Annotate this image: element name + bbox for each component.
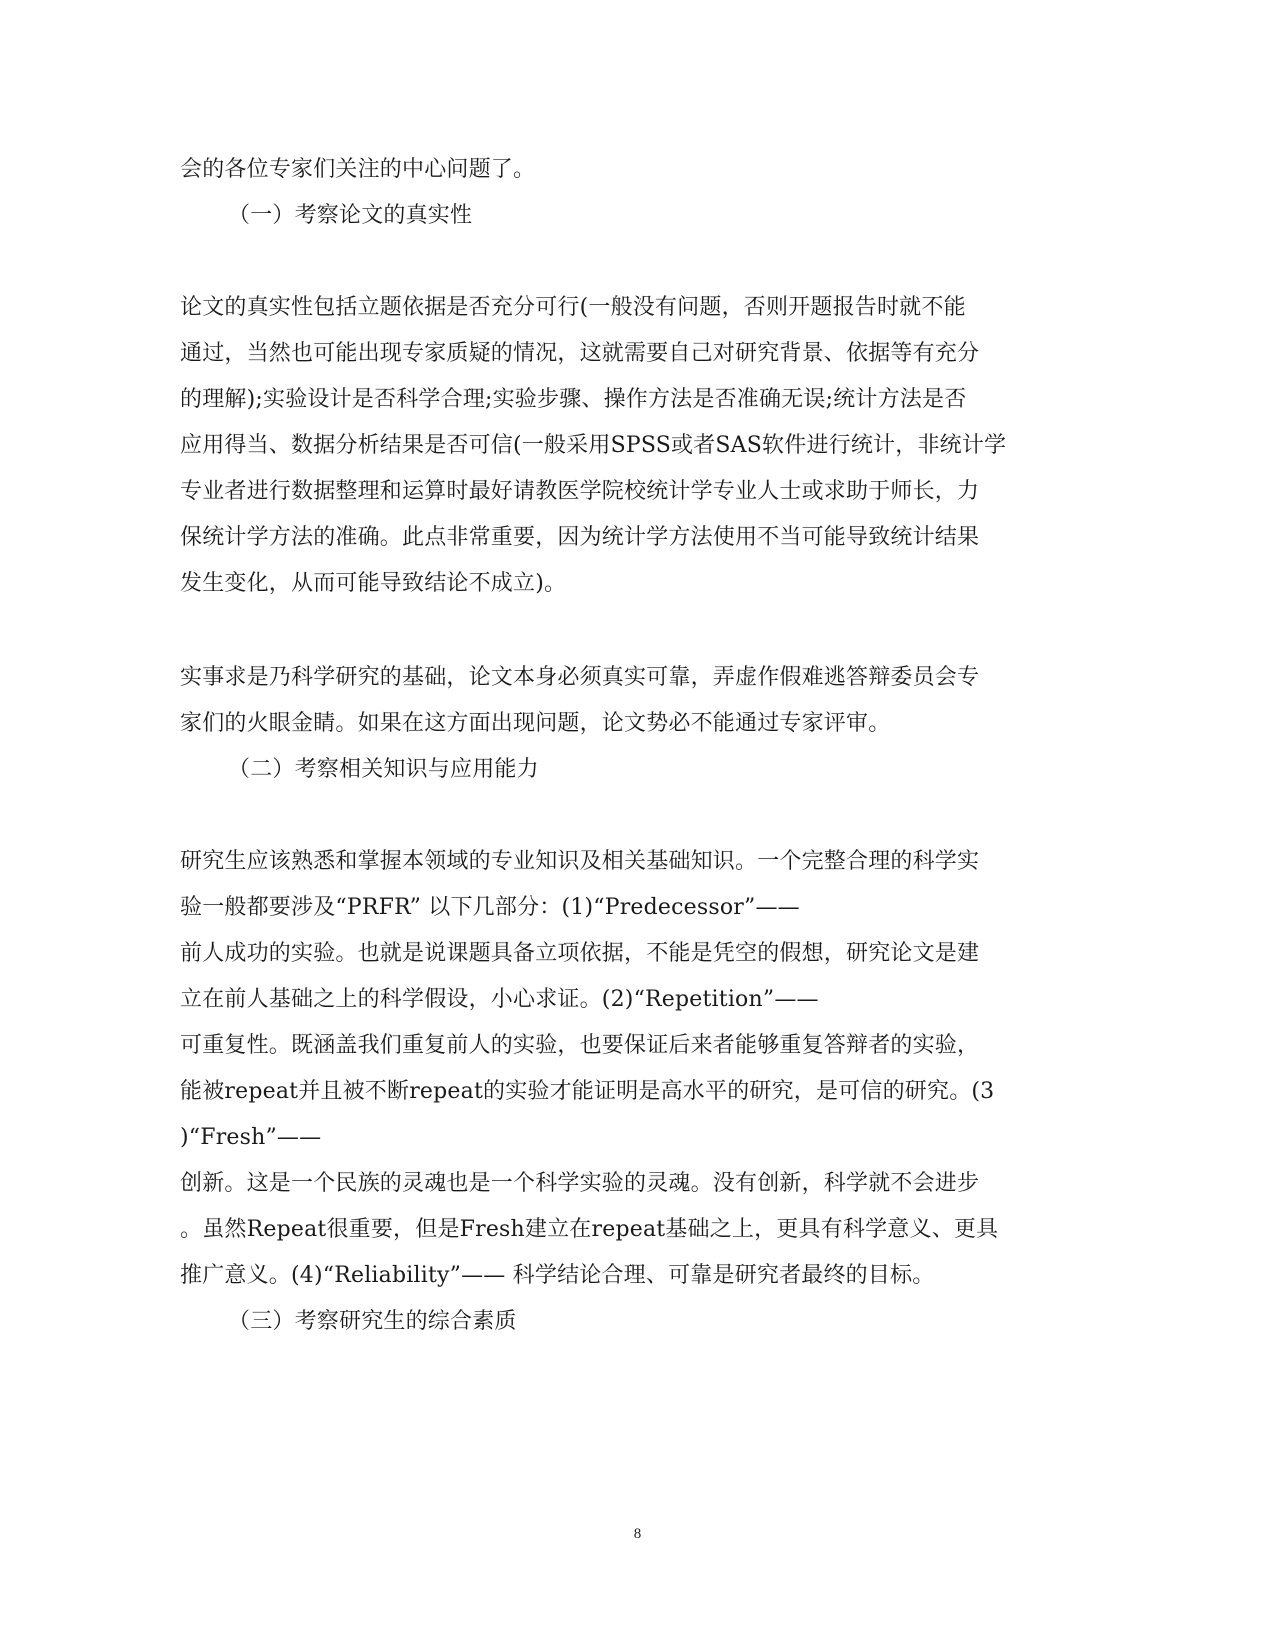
page-number: 8 (633, 1526, 642, 1542)
paragraph-line: 保统计学方法的准确。此点非常重要，因为统计学方法使用不当可能导致统计结果 (180, 525, 980, 550)
paragraph-line: 创新。这是一个民族的灵魂也是一个科学实验的灵魂。没有创新，科学就不会进步 (180, 1171, 980, 1196)
paragraph-line: 发生变化，从而可能导致结论不成立)。 (180, 571, 567, 596)
paragraph-line: 验一般都要涉及“PRFR” 以下几部分：(1)“Predecessor”—— (180, 895, 800, 920)
paragraph-line: 可重复性。既涵盖我们重复前人的实验，也要保证后来者能够重复答辩者的实验， (180, 1033, 980, 1058)
paragraph-line: 论文的真实性包括立题依据是否充分可行(一般没有问题，否则开题报告时就不能 (180, 295, 966, 320)
paragraph-line: 通过，当然也可能出现专家质疑的情况，这就需要自己对研究背景、依据等有充分 (180, 341, 980, 366)
paragraph-line: 应用得当、数据分析结果是否可信(一般采用SPSS或者SAS软件进行统计，非统计学 (180, 433, 1007, 458)
paragraph-line: 家们的火眼金睛。如果在这方面出现问题，论文势必不能通过专家评审。 (180, 711, 891, 736)
paragraph-line: 。虽然Repeat很重要，但是Fresh建立在repeat基础之上，更具有科学意义、更具 (180, 1217, 999, 1242)
paragraph-line: 推广意义。(4)“Reliability”—— 科学结论合理、可靠是研究者最终的目标。 (180, 1263, 935, 1288)
paragraph-line: 的理解);实验设计是否科学合理;实验步骤、操作方法是否准确无误;统计方法是否 (180, 387, 967, 412)
paragraph-line: 前人成功的实验。也就是说课题具备立项依据，不能是凭空的假想，研究论文是建 (180, 941, 980, 966)
paragraph-line: 会的各位专家们关注的中心问题了。 (180, 157, 536, 182)
paragraph-line: 立在前人基础之上的科学假设，小心求证。(2)“Repetition”—— (180, 987, 819, 1012)
paragraph-line: )“Fresh”—— (180, 1125, 322, 1150)
section-heading-1: （一）考察论文的真实性 (228, 203, 473, 228)
paragraph-line: 能被repeat并且被不断repeat的实验才能证明是高水平的研究，是可信的研究。(3 (180, 1079, 995, 1104)
section-heading-2: （二）考察相关知识与应用能力 (228, 757, 539, 782)
paragraph-line: 研究生应该熟悉和掌握本领域的专业知识及相关基础知识。一个完整合理的科学实 (180, 849, 980, 874)
paragraph-line: 实事求是乃科学研究的基础，论文本身必须真实可靠，弄虚作假难逃答辩委员会专 (180, 665, 980, 690)
section-heading-3: （三）考察研究生的综合素质 (228, 1309, 517, 1334)
paragraph-line: 专业者进行数据整理和运算时最好请教医学院校统计学专业人士或求助于师长，力 (180, 479, 980, 504)
